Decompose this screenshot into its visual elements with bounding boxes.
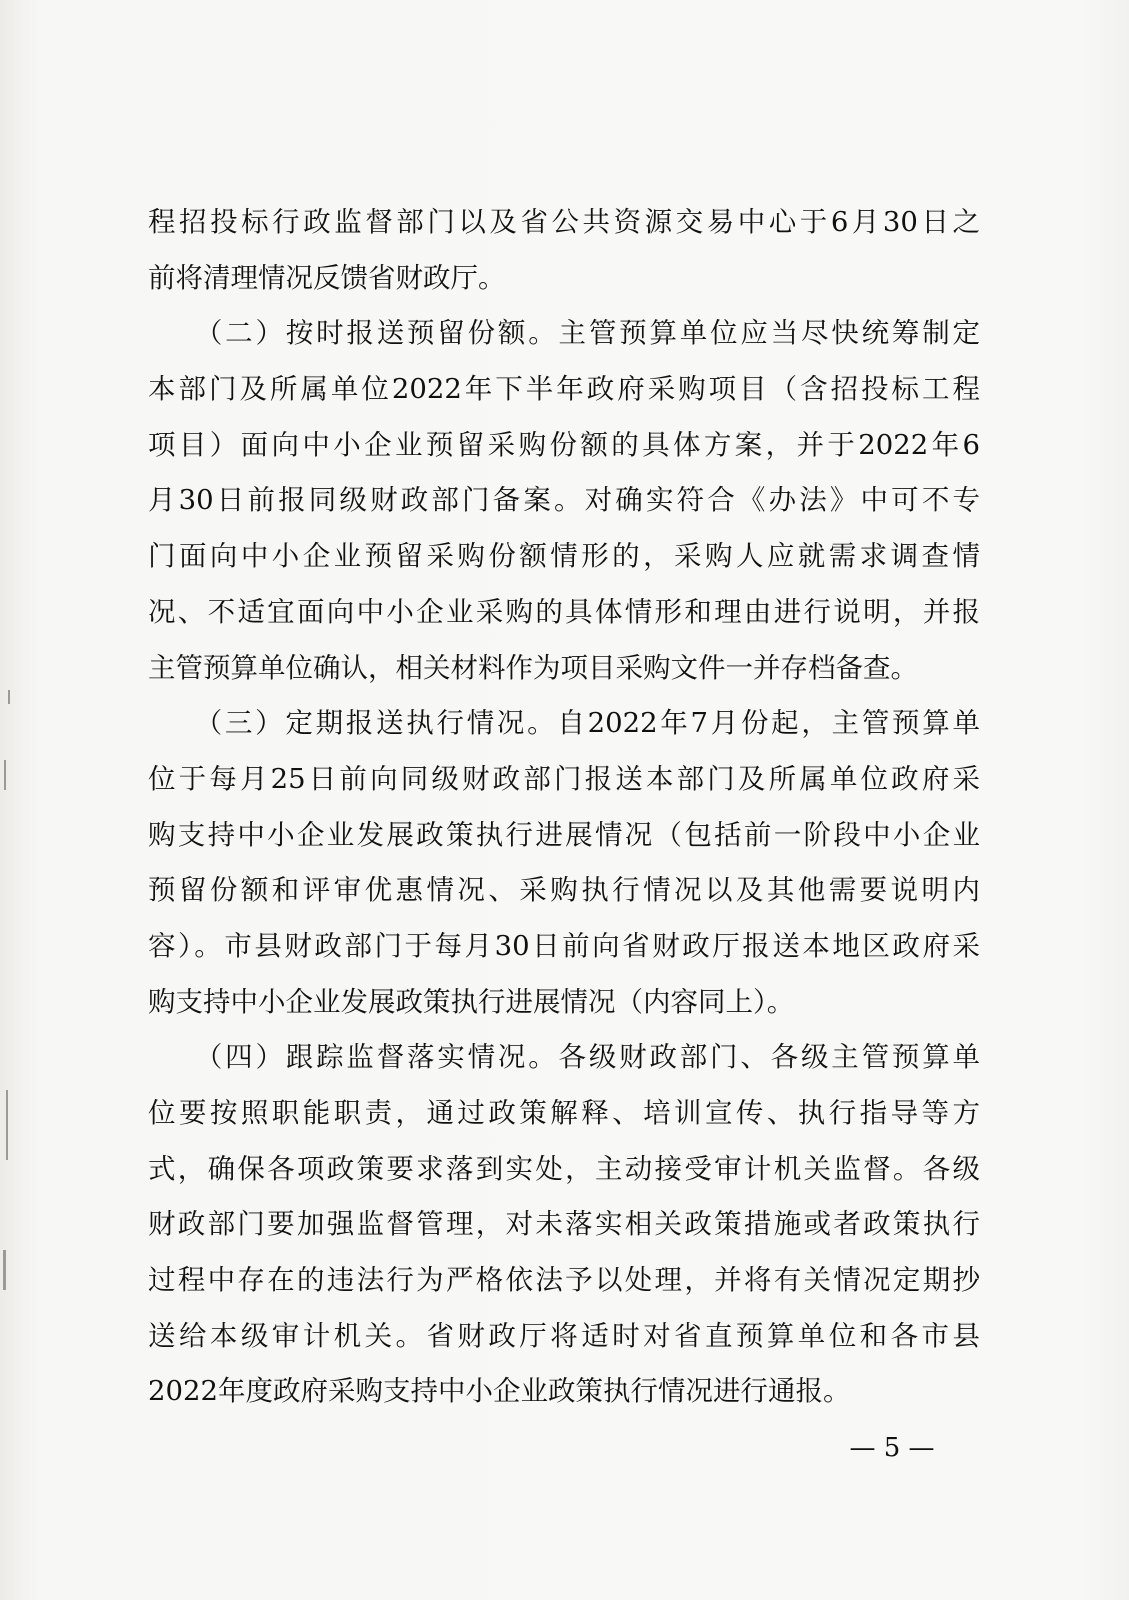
margin-mark — [4, 760, 6, 790]
text-line: 主管预算单位确认，相关材料作为项目采购文件一并存档备查。 — [148, 651, 918, 684]
text-line: 购支持中小企业发展政策执行进展情况（包括前一阶段中小企业 — [148, 818, 980, 851]
text-line: 程招投标行政监督部门以及省公共资源交易中心于6月30日之 — [148, 206, 980, 238]
text-line: 项目）面向中小企业预留采购份额的具体方案，并于2022年6 — [148, 428, 980, 461]
text-line: 况、不适宜面向中小企业采购的具体情形和理由进行说明，并报 — [148, 595, 980, 628]
text-line: （四）跟踪监督落实情况。各级财政部门、各级主管预算单 — [148, 1041, 980, 1074]
text-line: 2022年度政府采购支持中小企业政策执行情况进行通报。 — [148, 1375, 851, 1408]
text-line: （二）按时报送预留份额。主管预算单位应当尽快统筹制定 — [148, 317, 980, 350]
text-line: 前将清理情况反馈省财政厅。 — [148, 261, 506, 294]
margin-mark — [3, 1250, 6, 1290]
text-line: 本部门及所属单位2022年下半年政府采购项目（含招投标工程 — [148, 373, 980, 406]
text-line: 过程中存在的违法行为严格依法予以处理，并将有关情况定期抄 — [148, 1264, 980, 1297]
text-line: 式，确保各项政策要求落到实处，主动接受审计机关监督。各级 — [148, 1152, 980, 1185]
text-line: 位于每月25日前向同级财政部门报送本部门及所属单位政府采 — [148, 762, 980, 795]
body-text — [148, 195, 980, 1420]
text-line: 位要按照职能职责，通过政策解释、培训宣传、执行指导等方 — [148, 1097, 980, 1129]
text-line: （三）定期报送执行情况。自2022年7月份起，主管预算单 — [148, 707, 980, 740]
text-line: 容）。市县财政部门于每月30日前向省财政厅报送本地区政府采 — [148, 929, 980, 962]
binding-edge — [0, 0, 40, 1600]
text-line: 购支持中小企业发展政策执行进展情况（内容同上）。 — [148, 985, 795, 1018]
margin-mark — [8, 690, 10, 704]
text-line: 预留份额和评审优惠情况、采购执行情况以及其他需要说明内 — [148, 874, 980, 907]
text-line: 门面向中小企业预留采购份额情形的，采购人应就需求调查情 — [148, 540, 980, 573]
text-line: 月30日前报同级财政部门备案。对确实符合《办法》中可不专 — [148, 484, 980, 517]
page-number: — 5 — — [849, 1433, 935, 1463]
text-line: 财政部门要加强监督管理，对未落实相关政策措施或者政策执行 — [148, 1208, 980, 1241]
text-line: 送给本级审计机关。省财政厅将适时对省直预算单位和各市县 — [148, 1319, 980, 1352]
margin-mark — [6, 1090, 8, 1160]
